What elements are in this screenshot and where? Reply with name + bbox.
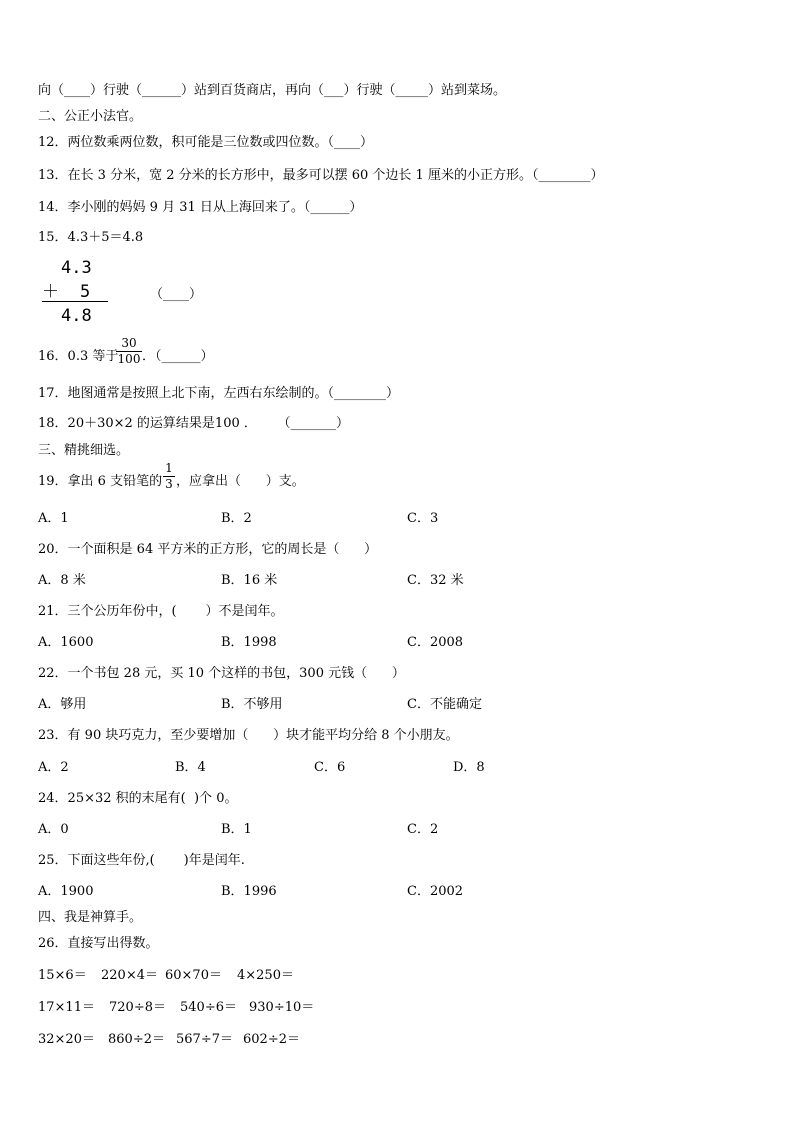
question-16-suffix: ．（______） — [142, 349, 214, 364]
q24-option-a[interactable]: A．0 — [38, 822, 69, 837]
vertical-plus-sign: ＋ — [42, 282, 59, 302]
vertical-top-number: 4.3 — [61, 258, 92, 278]
q25-option-a[interactable]: A．1900 — [38, 884, 94, 899]
calc-item: 4×250＝ — [237, 968, 294, 983]
vertical-sum-line — [42, 301, 108, 302]
fraction-30-over-100 — [116, 337, 142, 366]
calc-item: 720÷8＝ — [109, 1000, 166, 1015]
question-19-prefix: 19．拿出 6 支铅笔的 — [38, 474, 163, 489]
fraction-numerator: 30 — [121, 336, 137, 350]
question-13: 13．在长 3 分米，宽 2 分米的长方形中，最多可以摆 60 个边长 1 厘米的小正方形。（________） — [38, 168, 604, 183]
calc-item: 930÷10＝ — [249, 1000, 315, 1015]
question-20: 20．一个面积是 64 平方米的正方形，它的周长是（ ） — [38, 542, 378, 557]
q23-option-b[interactable]: B．4 — [175, 760, 206, 775]
calc-item: 602÷2＝ — [243, 1032, 300, 1047]
question-18: 18．20＋30×2 的运算结果是100 ． （_______） — [38, 416, 350, 431]
q24-option-c[interactable]: C．2 — [407, 822, 439, 837]
question-15: 15．4.3＋5＝4.8 — [38, 230, 144, 245]
calc-item: 540÷6＝ — [180, 1000, 237, 1015]
question-16-prefix: 16．0.3 等于 — [38, 349, 119, 364]
question-21: 21．三个公历年份中，( ）不是闰年。 — [38, 604, 284, 619]
vertical-bottom-number: 4.8 — [61, 306, 92, 326]
question-23: 23．有 90 块巧克力，至少要增加（ ）块才能平均分给 8 个小朋友。 — [38, 728, 459, 743]
section-2-heading: 二、公正小法官。 — [38, 109, 143, 124]
q24-option-b[interactable]: B．1 — [221, 822, 252, 837]
section-3-heading: 三、精挑细选。 — [38, 443, 130, 458]
calc-item: 860÷2＝ — [108, 1032, 165, 1047]
q25-option-c[interactable]: C．2002 — [407, 884, 464, 899]
q21-option-a[interactable]: A．1600 — [38, 635, 94, 650]
question-19-suffix: ，应拿出（ ）支。 — [176, 474, 305, 489]
question-25: 25．下面这些年份,( )年是闰年. — [38, 853, 245, 868]
q22-option-c[interactable]: C．不能确定 — [407, 697, 482, 712]
fraction-denominator: 100 — [117, 352, 141, 366]
q23-option-c[interactable]: C．6 — [314, 760, 346, 775]
question-15-answer-blank: （____） — [150, 287, 203, 302]
calc-item: 567÷7＝ — [176, 1032, 233, 1047]
q20-option-a[interactable]: A．8 米 — [38, 573, 86, 588]
q19-option-a[interactable]: A．1 — [38, 511, 69, 526]
question-17: 17．地图通常是按照上北下南，左西右东绘制的。（________） — [38, 386, 400, 401]
q20-option-c[interactable]: C．32 米 — [407, 573, 464, 588]
q25-option-b[interactable]: B．1996 — [221, 884, 277, 899]
question-14: 14．李小刚的妈妈 9 月 31 日从上海回来了。（______） — [38, 200, 363, 215]
fraction-numerator: 1 — [165, 461, 173, 475]
q19-option-c[interactable]: C．3 — [407, 511, 439, 526]
fraction-1-over-3 — [163, 462, 175, 491]
calc-item: 15×6＝ — [38, 968, 87, 983]
fraction-denominator: 3 — [165, 477, 173, 491]
calc-item: 32×20＝ — [38, 1032, 95, 1047]
q20-option-b[interactable]: B．16 米 — [221, 573, 278, 588]
calc-item: 220×4＝ — [101, 968, 158, 983]
q23-option-d[interactable]: D．8 — [453, 760, 485, 775]
q22-option-b[interactable]: B．不够用 — [221, 697, 283, 712]
question-12: 12．两位数乘两位数，积可能是三位数或四位数。（____） — [38, 135, 374, 150]
vertical-middle-number: 5 — [80, 282, 91, 302]
q23-option-a[interactable]: A．2 — [38, 760, 69, 775]
question-22: 22．一个书包 28 元，买 10 个这样的书包，300 元钱（ ） — [38, 666, 405, 681]
question-26: 26．直接写出得数。 — [38, 936, 159, 951]
question-24: 24．25×32 积的末尾有( )个 0。 — [38, 791, 238, 806]
q21-option-b[interactable]: B．1998 — [221, 635, 277, 650]
calc-item: 60×70＝ — [165, 968, 222, 983]
section-4-heading: 四、我是神算手。 — [38, 910, 143, 925]
q19-option-b[interactable]: B．2 — [221, 511, 252, 526]
question-11-tail: 向（____）行驶（______）站到百货商店，再向（___）行驶（_____）站到菜场。 — [38, 83, 507, 98]
calc-item: 17×11＝ — [38, 1000, 95, 1015]
q21-option-c[interactable]: C．2008 — [407, 635, 464, 650]
q22-option-a[interactable]: A．够用 — [38, 697, 87, 712]
